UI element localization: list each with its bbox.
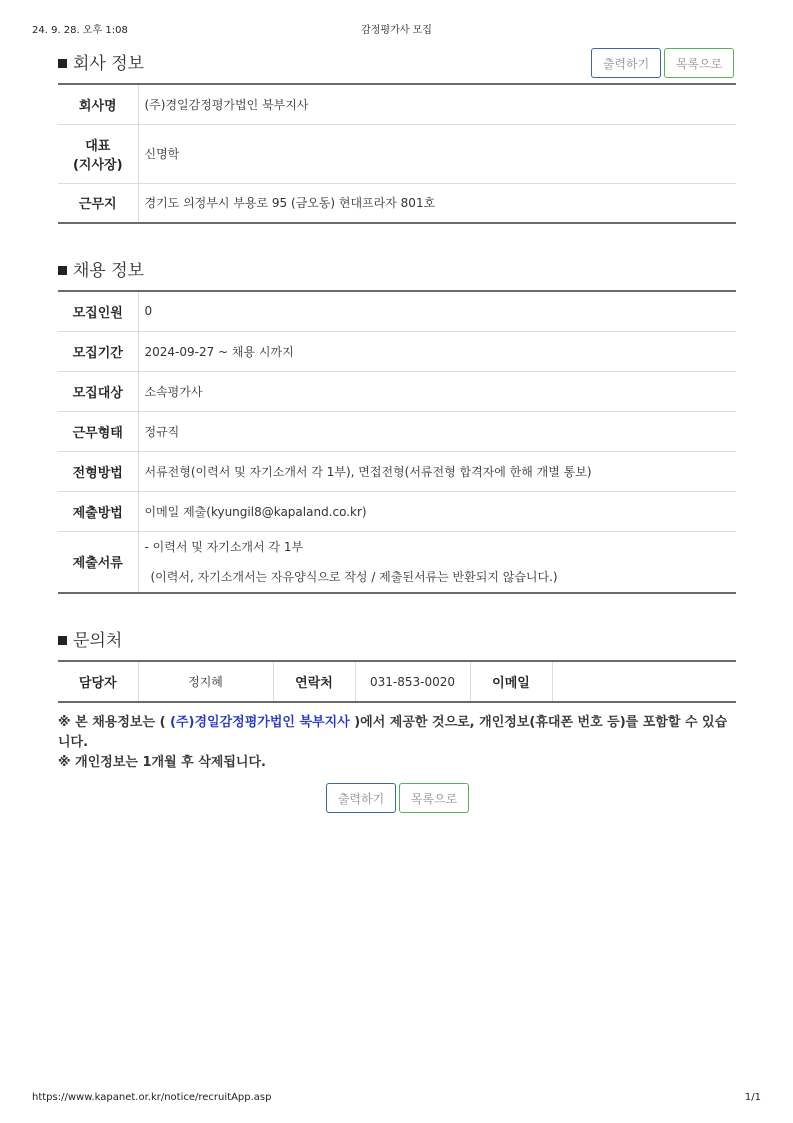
row-label-line1: 대표 — [85, 138, 111, 154]
table-row — [58, 531, 736, 593]
print-button-bottom[interactable]: 출력하기 — [326, 783, 396, 813]
phone-value: 031-853-0020 — [355, 661, 470, 702]
manager-value: 정지혜 — [138, 661, 273, 702]
row-label: 모집기간 — [58, 331, 138, 371]
row-label: 모집인원 — [58, 291, 138, 331]
row-label: 제출방법 — [58, 491, 138, 531]
print-date: 24. 9. 28. 오후 1:08 — [32, 25, 128, 36]
company-info-table — [58, 83, 736, 224]
phone-label: 연락처 — [273, 661, 355, 702]
email-label: 이메일 — [470, 661, 552, 702]
page-number: 1/1 — [744, 1092, 761, 1103]
notice-prefix: ※ 본 채용정보는 ( — [58, 715, 171, 730]
row-label: 모집대상 — [58, 371, 138, 411]
row-label: 근무지 — [58, 183, 138, 223]
contact-section-heading — [58, 626, 122, 651]
table-row — [58, 451, 736, 491]
notice-line1 — [58, 713, 738, 753]
print-document-title: 감정평가사 모집 — [361, 25, 432, 36]
contact-table — [58, 660, 736, 703]
company-section-title: 회사 정보 — [73, 54, 145, 74]
manager-label: 담당자 — [58, 661, 138, 702]
row-label: 근무형태 — [58, 411, 138, 451]
row-label — [58, 124, 138, 183]
table-row — [58, 661, 736, 702]
notice-company: (주)경일감정평가법인 북부지사 — [170, 715, 350, 730]
print-footer — [32, 1092, 761, 1106]
company-section-heading — [58, 49, 144, 74]
row-value: 신명학 — [138, 124, 736, 183]
table-row — [58, 183, 736, 223]
square-bullet-icon — [58, 266, 67, 275]
table-row — [58, 124, 736, 183]
recruit-info-table — [58, 290, 736, 594]
row-value: 소속평가사 — [138, 371, 736, 411]
row-value: 2024-09-27 ~ 채용 시까지 — [138, 331, 736, 371]
notice-suffix: )에서 제공한 것으로, 개인정보(휴대폰 번호 등)를 포함할 수 있습니다. — [58, 715, 728, 750]
page-url: https://www.kapanet.or.kr/notice/recruitApp.asp — [32, 1092, 272, 1103]
list-button-bottom[interactable]: 목록으로 — [399, 783, 469, 813]
row-value: 0 — [144, 304, 153, 319]
recruit-section-title: 채용 정보 — [73, 261, 145, 281]
row-value: 서류전형(이력서 및 자기소개서 각 1부), 면접전형(서류전형 합격자에 한해 개별 통보) — [138, 451, 736, 491]
row-value — [138, 531, 736, 593]
table-row — [58, 371, 736, 411]
print-header — [32, 21, 761, 35]
contact-section-title: 문의처 — [73, 631, 123, 651]
table-row — [58, 491, 736, 531]
row-value: (주)경일감정평가법인 북부지사 — [144, 97, 309, 112]
list-button-top[interactable]: 목록으로 — [664, 48, 734, 78]
notice-line2: ※ 개인정보는 1개월 후 삭제됩니다. — [58, 755, 266, 770]
privacy-notice — [58, 713, 738, 773]
email-value — [552, 661, 736, 702]
row-value: 경기도 의정부시 부용로 95 (금오동) 현대프라자 801호 — [138, 183, 736, 223]
table-row — [58, 291, 736, 331]
documents-line1: - 이력서 및 자기소개서 각 1부 — [144, 539, 304, 554]
documents-line2: (이력서, 자기소개서는 자유양식으로 작성 / 제출된서류는 반환되지 않습니다.) — [150, 569, 558, 584]
row-label: 제출서류 — [58, 531, 138, 593]
table-row — [58, 411, 736, 451]
row-label-line2: (지사장) — [72, 157, 123, 173]
table-row — [58, 84, 736, 124]
row-label: 회사명 — [58, 84, 138, 124]
square-bullet-icon — [58, 59, 67, 68]
row-label: 전형방법 — [58, 451, 138, 491]
table-row — [58, 331, 736, 371]
row-value: 정규직 — [138, 411, 736, 451]
print-button-top[interactable]: 출력하기 — [591, 48, 661, 78]
row-value: 이메일 제출(kyungil8@kapaland.co.kr) — [138, 491, 736, 531]
recruit-section-heading — [58, 256, 144, 281]
square-bullet-icon — [58, 636, 67, 645]
